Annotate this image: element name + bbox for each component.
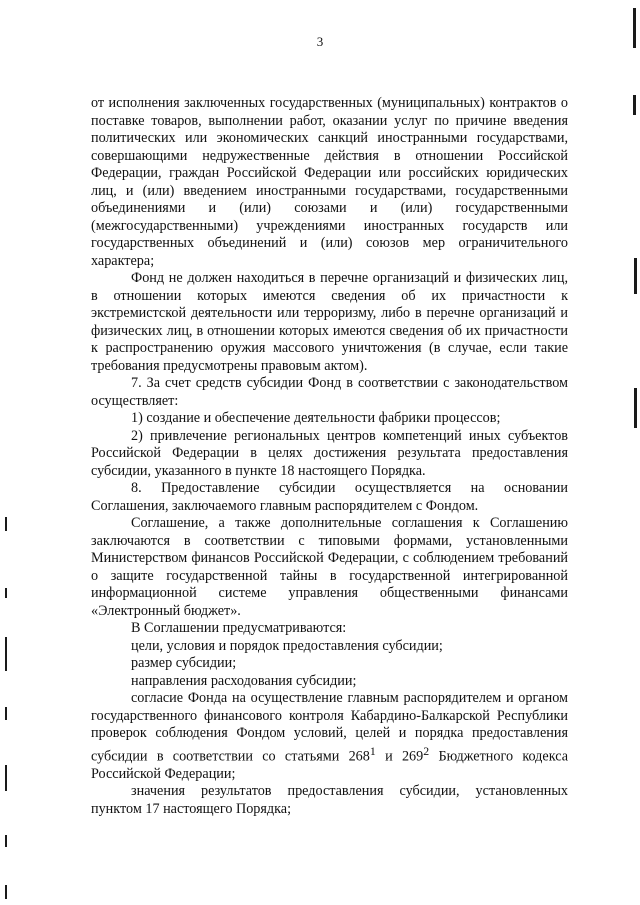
page-number: 3 [316,34,324,49]
inspection-consent-text-end: Бюджетного кодекса Российской Федерации; [91,748,569,782]
document-body [91,95,568,818]
list-item-goals-conditions: цели, условия и порядок предоставления субсидии; [131,637,443,654]
paragraph-extremism-requirement: Фонд не должен находиться в перечне организаций и физических лиц, в отношении которых имеются сведения об их причастности к экстремистской деятельности или терроризму, либо в перечне организаций и физических лиц, в отношении которых имеются сведения об их причастности к распространению оружия массового уничтожения (в случае, если такие требования предусмотрены правовым актом). [91,270,568,374]
paragraph-clause-7-item-1: 1) создание и обеспечение деятельности фабрики процессов; [131,410,501,426]
inspection-consent-text: согласие Фонда на осуществление главным распорядителем и органом государственного финансового контроля Кабардино-Балкарской Республики проверок соблюдения Фондом условий, целей и порядка предоставления субсидии в соответствии со статьями 268 [91,690,568,765]
scan-edge-mark-left-6 [5,835,7,847]
paragraph-sanctions-continuation: от исполнения заключенных государственных (муниципальных) контрактов о поставке товаров, выполнении работ, оказании услуг по причине введения политических или экономических санкций иностранными государствами, совершающими недружественные действия в отношении Российской Федерации, граждан Российской Федерации или российских юридических лиц, и (или) введением иностранными государствами, государственными объединениями и (или) союзами и (или) государственными (межгосударственными) учреждениями иностранных государств или государственных объединений и (или) союзов мер ограничительного характера; [91,95,568,269]
scan-edge-mark-left-4 [5,707,7,720]
superscript-2: 2 [423,743,430,758]
scan-edge-mark-left-1 [5,517,7,531]
paragraph-agreement-forms: Соглашение, а также дополнительные соглашения к Соглашению заключаются в соответствии с типовыми формами, установленными Министерством финансов Российской Федерации, с соблюдением требований о защите государственной тайны в государственной интегрированной информационной системе управления общественными финансами «Электронный бюджет». [91,515,568,619]
scan-edge-mark-right-4 [634,388,637,428]
paragraph-clause-7-item-2: 2) привлечение региональных центров компетенций иных субъектов Российской Федерации в целях достижения результата предоставления субсидии, указанного в пункте 18 настоящего Порядка. [91,427,568,479]
paragraph-clause-7: 7. За счет средств субсидии Фонд в соответствии с законодательством осуществляет: [91,375,568,409]
scan-edge-mark-left-7 [5,885,7,899]
paragraph-agreement-provisions-intro: В Соглашении предусматриваются: [131,620,347,636]
inspection-consent-text-middle: и 269 [375,748,424,765]
list-item-inspection-consent [91,690,568,783]
scan-edge-mark-right-3 [634,258,637,294]
scan-edge-mark-right-1 [633,8,636,48]
list-item-result-values: значения результатов предоставления субсидии, установленных пунктом 17 настоящего Порядка; [91,783,568,817]
list-item-spending-directions: направления расходования субсидии; [131,672,357,689]
list-item-subsidy-size: размер субсидии; [131,655,237,671]
scan-edge-mark-right-2 [633,95,636,115]
scan-edge-mark-left-5 [5,765,7,791]
paragraph-clause-8: 8. Предоставление субсидии осуществляется на основании Соглашения, заключаемого главным распорядителем с Фондом. [91,480,568,514]
scan-edge-mark-left-2 [5,588,7,598]
scan-edge-mark-left-3 [5,637,7,671]
superscript-1: 1 [369,743,376,758]
